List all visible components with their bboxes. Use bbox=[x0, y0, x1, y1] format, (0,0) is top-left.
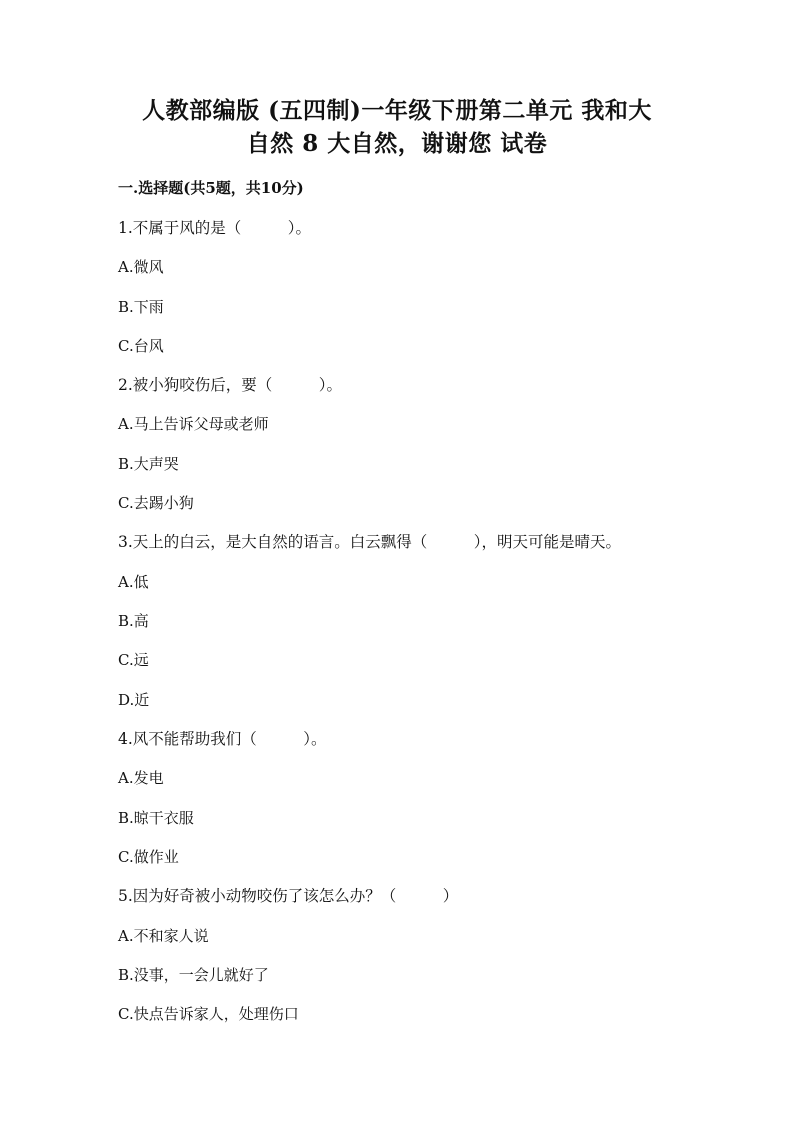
question-4-stem: 4.风不能帮助我们（ ）。 bbox=[118, 730, 327, 748]
question-4-option-c: C.做作业 bbox=[118, 848, 179, 866]
exam-title-line-2: 自然 8 大自然，谢谢您 试卷 bbox=[246, 130, 548, 157]
question-1-option-b: B.下雨 bbox=[118, 298, 164, 316]
question-3-option-a: A.低 bbox=[118, 573, 149, 591]
exam-title-line-1: 人教部编版 (五四制)一年级下册第二单元 我和大 bbox=[142, 97, 652, 124]
question-3-option-d: D.近 bbox=[118, 691, 150, 709]
question-4-option-a: A.发电 bbox=[118, 769, 164, 787]
question-5-option-c: C.快点告诉家人，处理伤口 bbox=[118, 1005, 299, 1023]
question-4-option-b: B.晾干衣服 bbox=[118, 809, 194, 827]
question-5-stem: 5.因为好奇被小动物咬伤了该怎么办？（ ） bbox=[118, 887, 459, 905]
question-3-stem: 3.天上的白云，是大自然的语言。白云飘得（ ），明天可能是晴天。 bbox=[118, 533, 622, 551]
question-3-option-b: B.高 bbox=[118, 612, 149, 630]
question-1-option-c: C.台风 bbox=[118, 337, 164, 355]
question-2-stem: 2.被小狗咬伤后，要（ ）。 bbox=[118, 376, 343, 394]
section-heading: 一.选择题(共5题，共10分) bbox=[118, 179, 304, 197]
question-2-option-a: A.马上告诉父母或老师 bbox=[118, 415, 269, 433]
question-2-option-c: C.去踢小狗 bbox=[118, 494, 194, 512]
question-5-option-a: A.不和家人说 bbox=[118, 927, 209, 945]
question-1-option-a: A.微风 bbox=[118, 258, 164, 276]
question-3-option-c: C.远 bbox=[118, 651, 149, 669]
question-5-option-b: B.没事，一会儿就好了 bbox=[118, 966, 269, 984]
question-1-stem: 1.不属于风的是（ ）。 bbox=[118, 219, 312, 237]
question-2-option-b: B.大声哭 bbox=[118, 455, 179, 473]
